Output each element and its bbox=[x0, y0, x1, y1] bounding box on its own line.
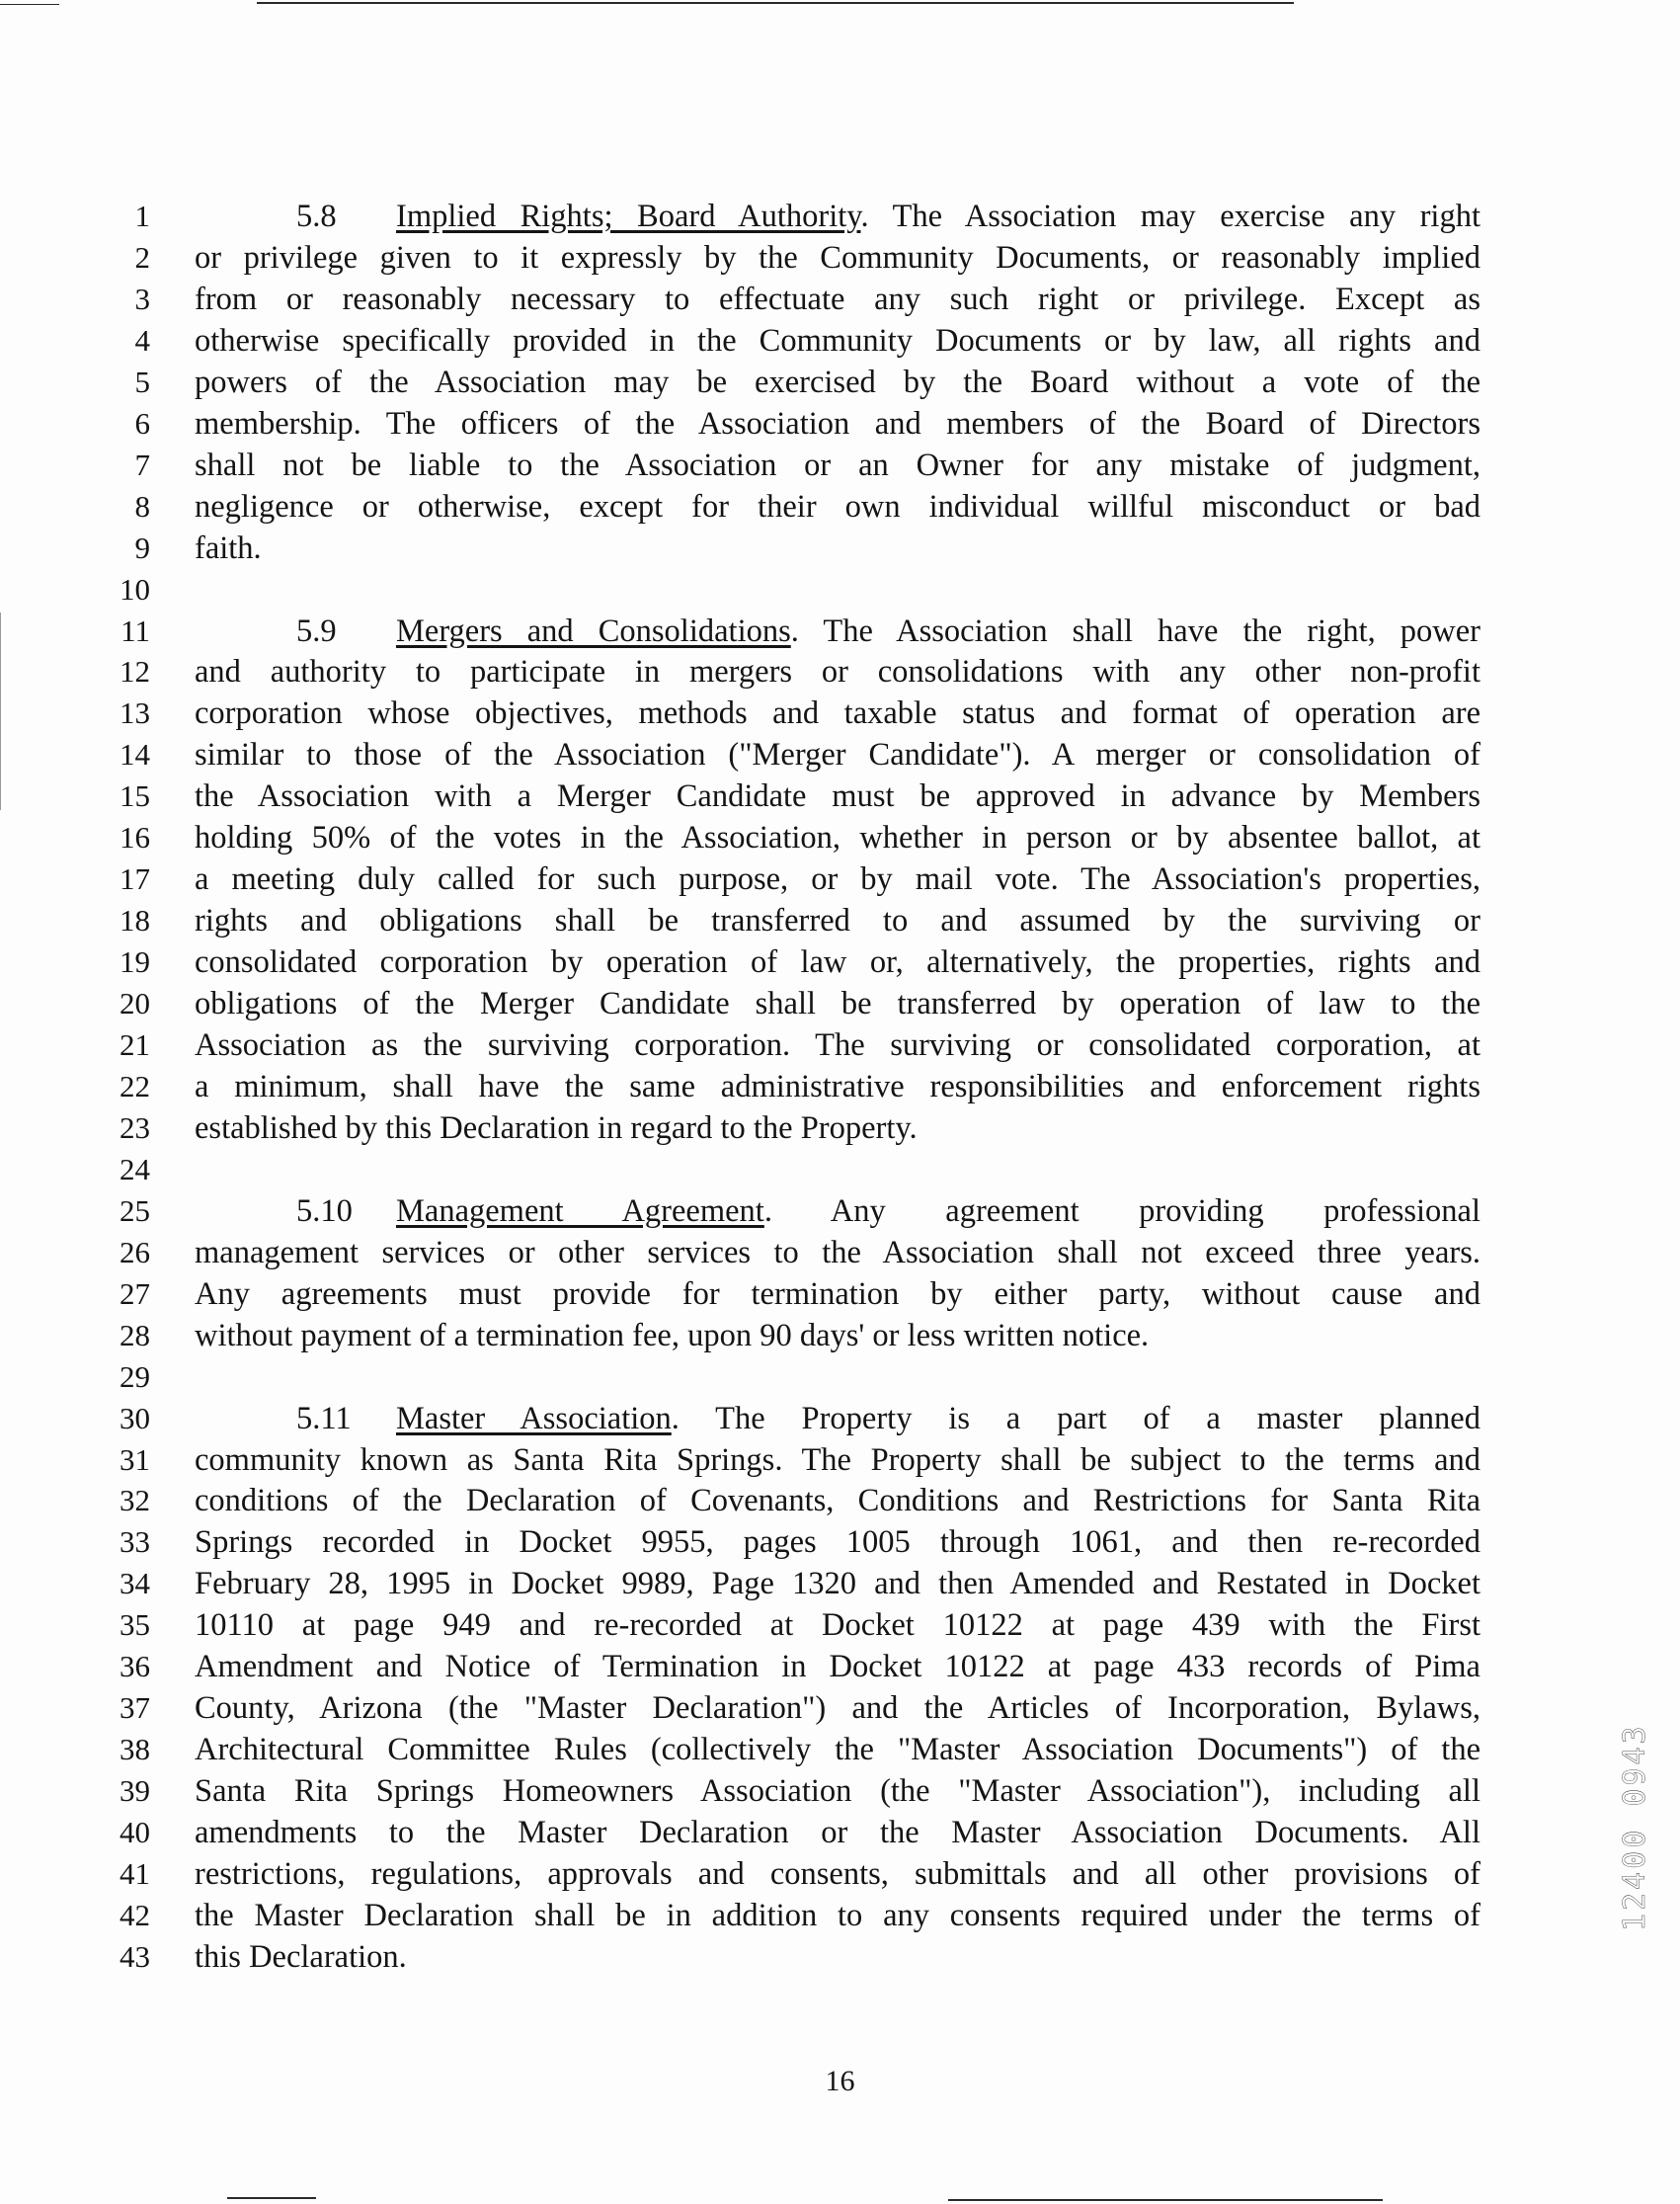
page-number: 16 bbox=[825, 2065, 855, 2097]
line-number: 42 bbox=[120, 1897, 150, 1932]
line-number: 33 bbox=[120, 1524, 150, 1560]
line-number: 22 bbox=[120, 1068, 150, 1103]
line-number: 13 bbox=[120, 695, 150, 731]
section-number: 5.8 bbox=[296, 199, 337, 234]
line-number: 26 bbox=[120, 1234, 150, 1269]
document-line bbox=[0, 611, 1680, 652]
line-number: 23 bbox=[120, 1109, 150, 1145]
section-heading: Implied Rights; Board Authority bbox=[396, 199, 861, 234]
line-number: 25 bbox=[120, 1192, 150, 1228]
line-text: Association as the surviving corporation. The surviving or consolidated corporation, at bbox=[195, 1027, 1480, 1063]
document-line bbox=[0, 1604, 1680, 1646]
document-line bbox=[0, 1356, 1680, 1398]
line-text: a minimum, shall have the same administrative responsibilities and enforcement rights bbox=[195, 1068, 1480, 1104]
line-number: 8 bbox=[134, 488, 150, 524]
line-number: 41 bbox=[120, 1856, 150, 1891]
line-text: consolidated corporation by operation of law or, alternatively, the properties, rights and bbox=[195, 944, 1480, 981]
line-text: restrictions, regulations, approvals and consents, submittals and all other provisions of bbox=[195, 1856, 1480, 1892]
line-text: management services or other services to the Association shall not exceed three years. bbox=[195, 1234, 1480, 1270]
line-text: Santa Rita Springs Homeowners Association (the "Master Association"), including all bbox=[195, 1773, 1480, 1810]
recording-stamp: 12400 0943 bbox=[1618, 1723, 1652, 1931]
section-heading: Master Association bbox=[396, 1400, 672, 1436]
line-number: 38 bbox=[120, 1732, 150, 1767]
line-text: County, Arizona (the "Master Declaration") and the Articles of Incorporation, Bylaws, bbox=[195, 1690, 1480, 1727]
line-text: holding 50% of the votes in the Association, whether in person or by absentee ballot, at bbox=[195, 820, 1480, 857]
line-text: a meeting duly called for such purpose, or by mail vote. The Association's properties, bbox=[195, 861, 1480, 898]
line-text: and authority to participate in mergers or consolidations with any other non-profit bbox=[195, 654, 1480, 691]
document-line bbox=[0, 1190, 1680, 1232]
document-line bbox=[0, 941, 1680, 983]
line-number: 20 bbox=[120, 986, 150, 1021]
line-number: 16 bbox=[120, 820, 150, 856]
document-line bbox=[0, 1439, 1680, 1481]
line-text: shall not be liable to the Association or an Owner for any mistake of judgment, bbox=[195, 447, 1480, 483]
line-number: 19 bbox=[120, 944, 150, 980]
line-text: established by this Declaration in regard to the Property. bbox=[195, 1109, 918, 1146]
line-text: Amendment and Notice of Termination in Docket 10122 at page 433 records of Pima bbox=[195, 1649, 1480, 1685]
document-line bbox=[0, 1812, 1680, 1853]
section-first-line bbox=[296, 1398, 1480, 1439]
line-text: conditions of the Declaration of Covenants, Conditions and Restrictions for Santa Rita bbox=[195, 1483, 1480, 1519]
line-text: 10110 at page 949 and re-recorded at Docket 10122 at page 439 with the First bbox=[195, 1607, 1480, 1644]
document-line bbox=[0, 734, 1680, 775]
section-number: 5.10 bbox=[296, 1192, 353, 1229]
document-line bbox=[0, 403, 1680, 445]
document-line bbox=[0, 1232, 1680, 1273]
line-number: 4 bbox=[134, 322, 150, 358]
section-text: . The Property is a part of a master planned bbox=[671, 1400, 1480, 1436]
line-number: 35 bbox=[120, 1607, 150, 1643]
document-line bbox=[0, 1521, 1680, 1563]
section-first-line bbox=[296, 196, 1480, 237]
document-line bbox=[0, 1273, 1680, 1315]
document-line bbox=[0, 320, 1680, 362]
document-line bbox=[0, 858, 1680, 900]
document-line bbox=[0, 1729, 1680, 1770]
document-line bbox=[0, 817, 1680, 858]
document-line bbox=[0, 1149, 1680, 1190]
section-first-line bbox=[296, 611, 1480, 652]
line-number: 28 bbox=[120, 1317, 150, 1352]
document-line bbox=[0, 486, 1680, 528]
document-line bbox=[0, 279, 1680, 320]
document-line bbox=[0, 528, 1680, 569]
line-number: 21 bbox=[120, 1027, 150, 1062]
line-number: 2 bbox=[134, 239, 150, 275]
line-number: 24 bbox=[120, 1151, 150, 1186]
document-line bbox=[0, 1646, 1680, 1687]
line-text: otherwise specifically provided in the Community Documents or by law, all rights and bbox=[195, 322, 1480, 359]
line-number: 7 bbox=[134, 447, 150, 482]
line-text: Architectural Committee Rules (collectively the "Master Association Documents") of the bbox=[195, 1732, 1480, 1768]
line-number: 18 bbox=[120, 903, 150, 939]
line-text: corporation whose objectives, methods and taxable status and format of operation are bbox=[195, 695, 1480, 732]
document-line bbox=[0, 362, 1680, 403]
line-number: 27 bbox=[120, 1275, 150, 1311]
document-line bbox=[0, 983, 1680, 1024]
document-line bbox=[0, 1480, 1680, 1521]
scan-top-rule bbox=[257, 2, 1294, 4]
line-number: 31 bbox=[120, 1441, 150, 1477]
line-number: 29 bbox=[120, 1358, 150, 1394]
section-heading: Management Agreement bbox=[396, 1192, 764, 1229]
line-number: 14 bbox=[120, 737, 150, 773]
document-line bbox=[0, 900, 1680, 941]
line-number: 36 bbox=[120, 1649, 150, 1684]
line-number: 32 bbox=[120, 1483, 150, 1518]
line-text: Springs recorded in Docket 9955, pages 1005 through 1061, and then re-recorded bbox=[195, 1524, 1480, 1561]
line-text: February 28, 1995 in Docket 9989, Page 1320 and then Amended and Restated in Docket bbox=[195, 1566, 1480, 1602]
document-line bbox=[0, 1024, 1680, 1066]
section-text: . The Association may exercise any right bbox=[860, 199, 1480, 234]
document-line bbox=[0, 1895, 1680, 1936]
line-number: 37 bbox=[120, 1690, 150, 1726]
document-line bbox=[0, 1398, 1680, 1439]
scan-top-left-mark bbox=[0, 4, 59, 5]
line-text: without payment of a termination fee, upon 90 days' or less written notice. bbox=[195, 1317, 1150, 1353]
line-number: 17 bbox=[120, 861, 150, 897]
line-text: the Master Declaration shall be in addition to any consents required under the terms of bbox=[195, 1897, 1480, 1933]
line-number: 11 bbox=[120, 612, 150, 648]
document-line bbox=[0, 569, 1680, 611]
section-number: 5.11 bbox=[296, 1400, 352, 1436]
line-text: faith. bbox=[195, 530, 262, 566]
line-number: 34 bbox=[120, 1566, 150, 1601]
document-line bbox=[0, 1687, 1680, 1729]
document-line bbox=[0, 1853, 1680, 1895]
line-number: 40 bbox=[120, 1815, 150, 1850]
document-line bbox=[0, 1770, 1680, 1812]
line-text: community known as Santa Rita Springs. The Property shall be subject to the terms and bbox=[195, 1441, 1480, 1478]
document-line bbox=[0, 1563, 1680, 1604]
document-line bbox=[0, 196, 1680, 237]
line-text: or privilege given to it expressly by the Community Documents, or reasonably implied bbox=[195, 239, 1480, 276]
document-line bbox=[0, 1107, 1680, 1149]
section-heading: Mergers and Consolidations bbox=[396, 612, 791, 649]
line-text: negligence or otherwise, except for their own individual willful misconduct or bad bbox=[195, 488, 1480, 525]
document-line bbox=[0, 775, 1680, 817]
line-number: 1 bbox=[134, 199, 150, 233]
section-text: . Any agreement providing professional bbox=[763, 1192, 1480, 1229]
line-number: 30 bbox=[120, 1400, 150, 1435]
document-line bbox=[0, 651, 1680, 693]
line-number: 6 bbox=[134, 405, 150, 441]
line-text: the Association with a Merger Candidate must be approved in advance by Members bbox=[195, 778, 1480, 815]
line-number: 3 bbox=[134, 281, 150, 316]
line-text: amendments to the Master Declaration or the Master Association Documents. All bbox=[195, 1815, 1480, 1851]
line-text: this Declaration. bbox=[195, 1938, 407, 1975]
line-text: from or reasonably necessary to effectuate any such right or privilege. Except as bbox=[195, 281, 1480, 317]
document-line bbox=[0, 1936, 1680, 1978]
document-line bbox=[0, 1066, 1680, 1107]
line-text: obligations of the Merger Candidate shall be transferred by operation of law to the bbox=[195, 986, 1480, 1022]
line-text: similar to those of the Association ("Merger Candidate"). A merger or consolidation of bbox=[195, 737, 1480, 774]
scan-bottom-rule-left bbox=[227, 2197, 316, 2199]
scan-bottom-rule-right bbox=[948, 2199, 1383, 2201]
line-number: 5 bbox=[134, 364, 150, 399]
document-line bbox=[0, 445, 1680, 486]
line-text: membership. The officers of the Association and members of the Board of Directors bbox=[195, 405, 1480, 442]
document-line bbox=[0, 237, 1680, 279]
line-number: 12 bbox=[120, 654, 150, 690]
line-number: 15 bbox=[120, 778, 150, 814]
document-line bbox=[0, 693, 1680, 734]
section-text: . The Association shall have the right, power bbox=[790, 612, 1480, 649]
line-text: powers of the Association may be exercised by the Board without a vote of the bbox=[195, 364, 1480, 400]
line-number: 10 bbox=[120, 571, 150, 607]
line-number: 39 bbox=[120, 1773, 150, 1809]
line-text: rights and obligations shall be transferred to and assumed by the surviving or bbox=[195, 903, 1480, 939]
line-number: 43 bbox=[120, 1938, 150, 1974]
section-first-line bbox=[296, 1190, 1480, 1232]
section-number: 5.9 bbox=[296, 612, 337, 649]
line-text: Any agreements must provide for termination by either party, without cause and bbox=[195, 1275, 1480, 1312]
document-line bbox=[0, 1315, 1680, 1356]
line-number: 9 bbox=[134, 530, 150, 565]
